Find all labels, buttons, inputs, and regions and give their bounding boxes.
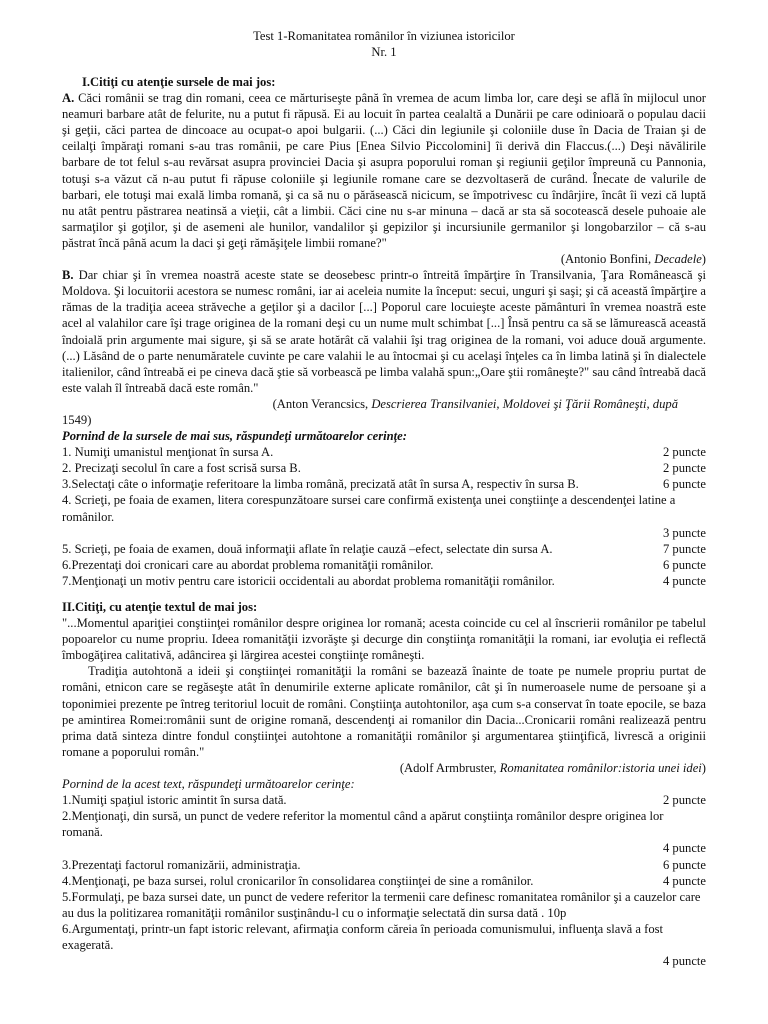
source-b-year: 1549) [62, 412, 92, 427]
source-a-work: Decadele [654, 252, 702, 267]
section-2-author: (Adolf Armbruster, [399, 760, 500, 775]
section-2-paragraph-1: "...Momentul apariţiei conştiinţei românilor despre originea lor romană; acesta coincide cu cel al înscrierii românilor pe tabelul popoarelor cu nume propriu. Ideea romanităţii izvorăşte şi decurge din conştiinţa romanităţii la romani, iar evoluţia ei reflectă îmbogăţirea calitativă, adâncirea şi lărgirea acestei conştiinţe româneşti. [62, 616, 706, 663]
question-item: 2. Precizaţi secolul în care a fost scrisă sursa B. 2 puncte [62, 461, 706, 476]
section-2-questions [62, 792, 706, 969]
section-2-citation [62, 760, 706, 776]
source-b [62, 267, 706, 396]
source-a [62, 90, 706, 251]
question-item: 4.Menţionaţi, pe baza sursei, rolul cronicarilor în consolidarea conştiinţei de sine a românilor. 4 puncte [62, 873, 706, 888]
question-item: 2.Menţionaţi, din sursă, un punct de vedere referitor la momentul când a apărut conştiinţa românilor despre originea lor romană. 4 puncte [62, 809, 706, 856]
question-item: 1.Numiţi spaţiul istoric amintit în sursa dată. 2 puncte [62, 793, 706, 808]
section-2-paragraph-2: Tradiţia autohtonă a ideii şi conştiinţei romanităţii la români se bazează înainte de toate pe numele propriu purtat de români, etnicon care se regăseşte atât în denumirile externe aplicate românilor, cât şi în numeroasele nume de persoane şi a toponimiei prezente pe întreg teritoriul locuit de români. Conştiinţa autohtonilor, aşa cum s-a conservat în toate epocile, se baza pe amintirea Romei:românii sunt de origine romană, descendenţi ai romanilor din Dacia...Cronicarii români realizează pentru prima dată sinteza dintre fondul conştiinţei autohtone a romanităţii românilor şi argumentarea ştiinţifică, livrescă a originii romane a poporului român." [62, 664, 706, 759]
title-line-1: Test 1-Romanitatea românilor în viziunea istoricilor [253, 29, 515, 43]
source-a-close: ) [701, 252, 706, 267]
page-title [62, 28, 706, 60]
section-2-heading: II.Citiţi, cu atenţie textul de mai jos: [62, 600, 258, 614]
source-b-label: B. [62, 268, 74, 283]
question-item: 7.Menţionaţi un motiv pentru care istoricii occidentali au abordat problema romanităţii românilor. 4 puncte [62, 573, 706, 588]
source-b-text: Dar chiar şi în vremea noastră aceste state se deosebesc printr-o întreită împărţire în Transilvania, Ţara Românească şi Moldova. Şi locuitorii acestora se numesc români, iar ai aceleia numite la început: secui, unguri şi saşi; şi că această împărţire a rămas de la tradiţia aceea străveche a geţilor şi a dacilor [...] Poporul care locuieşte aceste pământuri în vremea noastră este acel al valahilor care îşi trage originea de la romani deşi cu un nume mult schimbat [...] Însă pentru ca să se lămurească această îndoială prin argumente mai sigure, şi să se arate hotărât că valahii îşi trag originea de la romani, voi aduce două argumente. (...) Lăsând de o parte nenumăratele cuvinte pe care valahii le au întocmai şi cu acelaşi înţeles ca în limba latină şi în dialectele italienilor, când întreabă ei pe cineva dacă ştie să vorbească pe limba valahă spun:„Oare ştii româneşte?" sau când întreabă dacă este valah îl întreabă dacă este român." [62, 268, 706, 395]
section-1-heading: I.Citiţi cu atenţie sursele de mai jos: [82, 75, 276, 89]
question-item: 4. Scrieţi, pe foaia de examen, litera corespunzătoare sursei care confirmă existenţa unei conştiinţe a descendenţei latine a românilor. 3 puncte [62, 493, 706, 540]
section-2-work: Romanitatea românilor:istoria unei idei [499, 760, 702, 775]
section-1-questions [62, 444, 706, 589]
question-item: 6.Prezentaţi doi cronicari care au abordat problema romanităţii românilor. 6 puncte [62, 557, 706, 572]
source-b-author: (Anton Verancsics, [272, 396, 372, 411]
source-a-text: Căci românii se trag din romani, ceea ce mărturiseşte până în vremea de acum limba lor, care deşi se află în mijlocul unor neamuri barbare atât de felurite, nu a putut fi răpusă. Ei au locuit în partea cealaltă a Dunării pe care odinioară o populau dacii şi geţii, căci partea de dincoace au ocupat-o apoi bulgarii. (...) Căci din legiunile şi coloniile duse în Dacia de Traian şi de ceilalţi împăraţi romani s-au tras românii, pe care Pius [Enea Silvio Piccolomini] îi derivă din Flaccus.(...) Deşi năvălirile barbare de tot felul s-au revărsat asupra provinciei Dacia şi asupra poporului roman şi regiunii geţilor împreună cu Pannonia, totuşi s-a văzut că n-au putut fi răpuse coloniile şi legiunile romane care se dezvoltaseră de curând. Înecate de valurile de barbari, ele totuşi mai exală limba romană, şi ca să nu o părăsească nicicum, se împotrivesc cu îndârjire, încât îi vezi că luptă nu atât pentru păstrarea neatinsă a vieţii, cât a limbii. Căci cine nu s-ar minuna – dacă ar sta să socotească desele puhoaie ale sarmaţilor şi goţilor, şi de asemeni ale hunilor, vandalilor şi gepizilor şi incursiunile germanilor şi longobarzilor – că s-au păstrat încă până acum la daci şi geţi rămăşiţele limbii romane?" [62, 91, 706, 250]
source-b-citation [62, 396, 706, 412]
title-line-2: Nr. 1 [371, 45, 397, 59]
question-item: 3.Prezentaţi factorul romanizării, administraţia. 6 puncte [62, 857, 706, 872]
question-item: 5. Scrieţi, pe foaia de examen, două informaţii aflate în relaţie cauză –efect, selectate din sursa A. 7 puncte [62, 541, 706, 556]
source-a-author: (Antonio Bonfini, [560, 252, 655, 267]
question-item: 3.Selectaţi câte o informaţie referitoare la limba română, precizată atât în sursa A, respectiv în sursa B. 6 puncte [62, 477, 706, 492]
source-b-work: Descrierea Transilvaniei, Moldovei şi Ţării Româneşti, după [371, 396, 678, 411]
section-2-close: ) [701, 760, 706, 775]
source-a-citation [62, 251, 706, 267]
source-a-label: A. [62, 91, 75, 106]
section-2-instruction: Pornind de la acest text, răspundeţi următoarelor cerinţe: [62, 777, 355, 792]
section-1-instruction: Pornind de la sursele de mai sus, răspundeţi următoarelor cerinţe: [62, 429, 407, 444]
question-item: 1. Numiţi umanistul menţionat în sursa A. 2 puncte [62, 445, 706, 460]
question-item: 5.Formulaţi, pe baza sursei date, un punct de vedere referitor la termenii care definesc romanitatea românilor şi a cauzelor care au dus la politizarea romanităţii românilor susţinându-l cu o informaţie selectată din sursa dată . 10p [62, 889, 701, 920]
question-item: 6.Argumentaţi, printr-un fapt istoric relevant, afirmaţia conform căreia în perioada comunismului, influenţa slavă a fost exagerată. 4 puncte [62, 921, 706, 969]
